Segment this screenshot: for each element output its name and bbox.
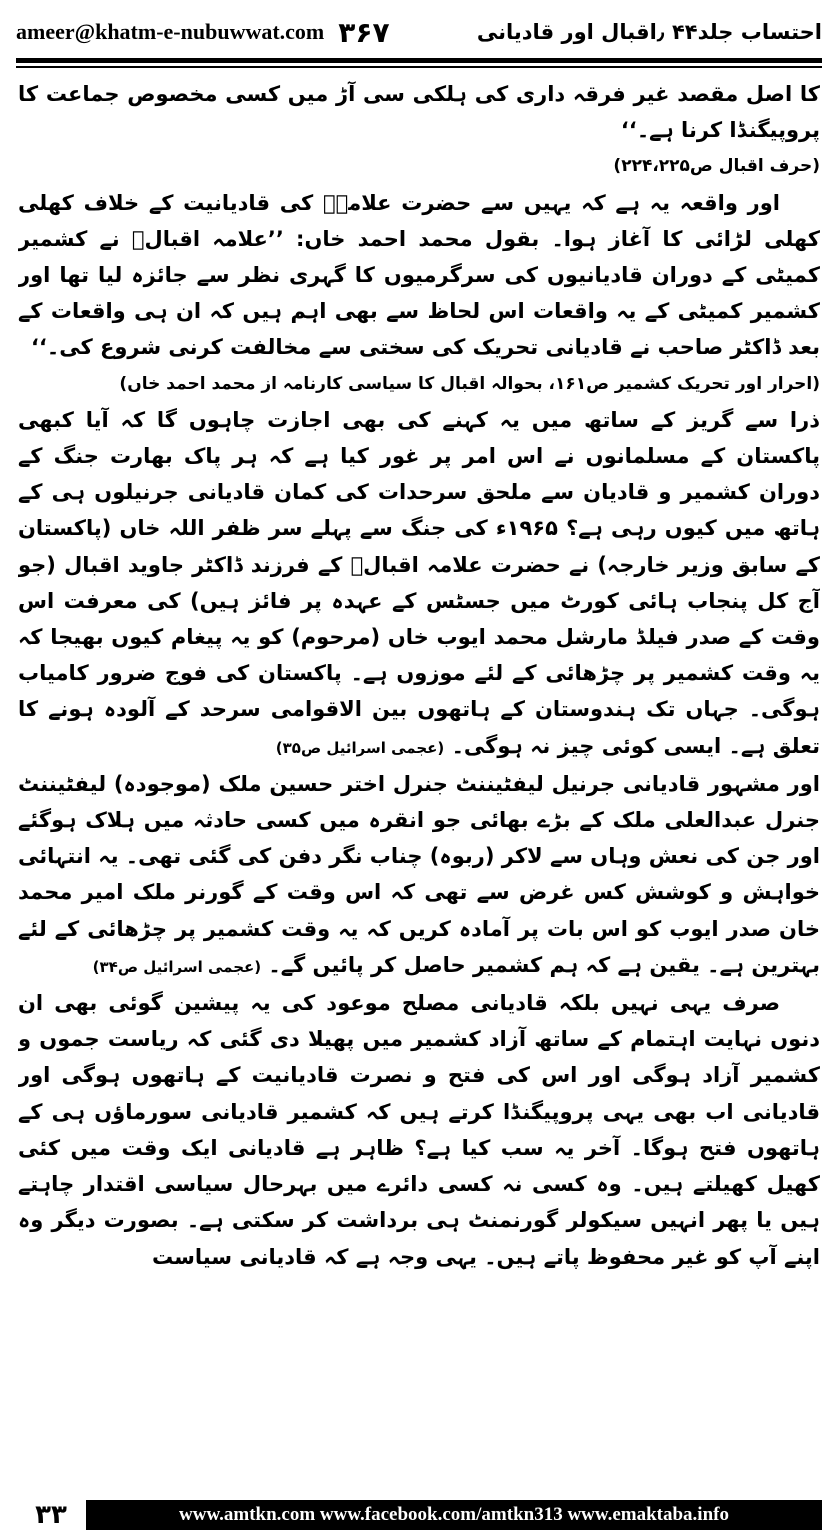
- reference-4: (عجمی اسرائیل ص۳۴): [92, 957, 262, 976]
- header-rule-thin: [16, 66, 822, 68]
- page-header: [16, 8, 822, 56]
- page-footer: [16, 1498, 822, 1532]
- footer-folio: ۳۳: [35, 1500, 67, 1530]
- paragraph-1: کا اصل مقصد غیر فرقہ داری کی ہلکی سی آڑ میں کسی مخصوص جماعت کا پروپیگنڈا کرنا ہے۔‘‘: [18, 82, 820, 143]
- paragraph-4: [18, 766, 820, 985]
- header-rule: [16, 58, 822, 63]
- paragraph-4-text: اور مشہور قادیانی جرنیل لیفٹیننٹ جنرل اختر حسین ملک (موجودہ) لیفٹیننٹ جنرل عبدالعلی ملک کے بڑے بھائی جو انقرہ میں کسی حادثہ میں ہلاک ہوگئے اور جن کی نعش وہاں سے لاکر (ربوہ) چناب نگر دفن کی گئی تھی۔ یہ انتہائی خواہش و کوشش کس غرض سے تھی کہ اس وقت کے گورنر ملک امیر محمد خان صدر ایوب کو اس بات پر آمادہ کریں کہ یہ وقت کشمیر پر چڑھائی کے لئے بہترین ہے۔ یقین ہے کہ ہم کشمیر حاصل کر پائیں گے۔: [18, 771, 820, 977]
- header-book-title: احتساب جلد۴۴ ٫اقبال اور قادیانی: [476, 20, 822, 44]
- paragraph-3-text: ذرا سے گریز کے ساتھ میں یہ کہنے کی بھی اجازت چاہوں گا کہ آیا کبھی پاکستان کے مسلمانوں نے اس امر پر غور کیا ہے کہ ہر پاک بھارت جنگ کے دوران کشمیر و قادیان سے ملحق سرحدات کی کمان قادیانی جرنیلوں ہی کے ہاتھ میں کیوں رہی ہے؟ ۱۹۶۵ء کی جنگ سے پہلے سر ظفر اللہ خاں (پاکستان کے سابق وزیر خارجہ) نے حضرت علامہ اقبالؒ کے فرزند ڈاکٹر جاوید اقبال (جو آج کل پنجاب ہائی کورٹ میں جسٹس کے عہدہ پر فائز ہیں) کی معرفت اس وقت کے صدر فیلڈ مارشل محمد ایوب خاں (مرحوم) کو یہ پیغام کیوں بھیجا کہ یہ وقت کشمیر پر چڑھائی کے لئے موزوں ہے۔ پاکستان کی فوج ضرور کامیاب ہوگی۔ جہاں تک ہندوستان کے ہاتھوں بین الاقوامی سرحد کے آلودہ ہونے کا تعلق ہے۔ ایسی کوئی چیز نہ ہوگی۔: [18, 407, 820, 758]
- header-page-number: ۳۶۷: [338, 15, 390, 49]
- body-text: [18, 76, 820, 1496]
- reference-3: (عجمی اسرائیل ص۳۵): [275, 738, 445, 757]
- header-email[interactable]: ameer@khatm-e-nubuwwat.com: [16, 19, 325, 44]
- footer-links[interactable]: www.amtkn.com www.facebook.com/amtkn313 www.emaktaba.info: [86, 1500, 822, 1530]
- reference-1: (حرف اقبال ص۲۲۴،۲۲۵): [613, 156, 820, 177]
- paragraph-3: [18, 402, 820, 766]
- header-left: [16, 16, 390, 49]
- reference-2: (احرار اور تحریک کشمیر ص۱۶۱، بحوالہ اقبال کا سیاسی کارنامہ از محمد احمد خاں): [119, 373, 820, 394]
- paragraph-5: صرف یہی نہیں بلکہ قادیانی مصلح موعود کی یہ پیشین گوئی بھی ان دنوں نہایت اہتمام کے ساتھ آزاد کشمیر میں پھیلا دی گئی کہ ریاست جموں و کشمیر آزاد ہوگی اور اس کی فتح و نصرت قادیانیت کے ہاتھوں ہوگی اور قادیانی اب بھی یہی پروپیگنڈا کرتے ہیں کہ کشمیر قادیانی سورماؤں ہی کے ہاتھوں فتح ہوگا۔ آخر یہ سب کیا ہے؟ ظاہر ہے قادیانی ایک وقت میں کئی کھیل کھیلتے ہیں۔ وہ کسی نہ کسی دائرے میں بہرحال سیاسی اقتدار چاہتے ہیں یا پھر انہیں سیکولر گورنمنٹ ہی برداشت کر سکتی ہے۔ بصورت دیگر وہ اپنے آپ کو غیر محفوظ پاتے ہیں۔ یہی وجہ ہے کہ قادیانی سیاست: [18, 991, 820, 1269]
- paragraph-2: اور واقعہ یہ ہے کہ یہیں سے حضرت علامہؒ کی قادیانیت کے خلاف کھلی کھلی لڑائی کا آغاز ہوا۔ بقول محمد احمد خاں: ’’علامہ اقبالؒ نے کشمیر کمیٹی کے دوران قادیانیوں کی سرگرمیوں کا گہری نظر سے جائزہ لیا تھا اور کشمیر کمیٹی کے یہ واقعات اس لحاظ سے بھی اہم ہیں کہ ان ہی واقعات کے بعد ڈاکٹر صاحب نے قادیانی تحریک کی سختی سے مخالفت کرنی شروع کی۔‘‘: [18, 190, 820, 360]
